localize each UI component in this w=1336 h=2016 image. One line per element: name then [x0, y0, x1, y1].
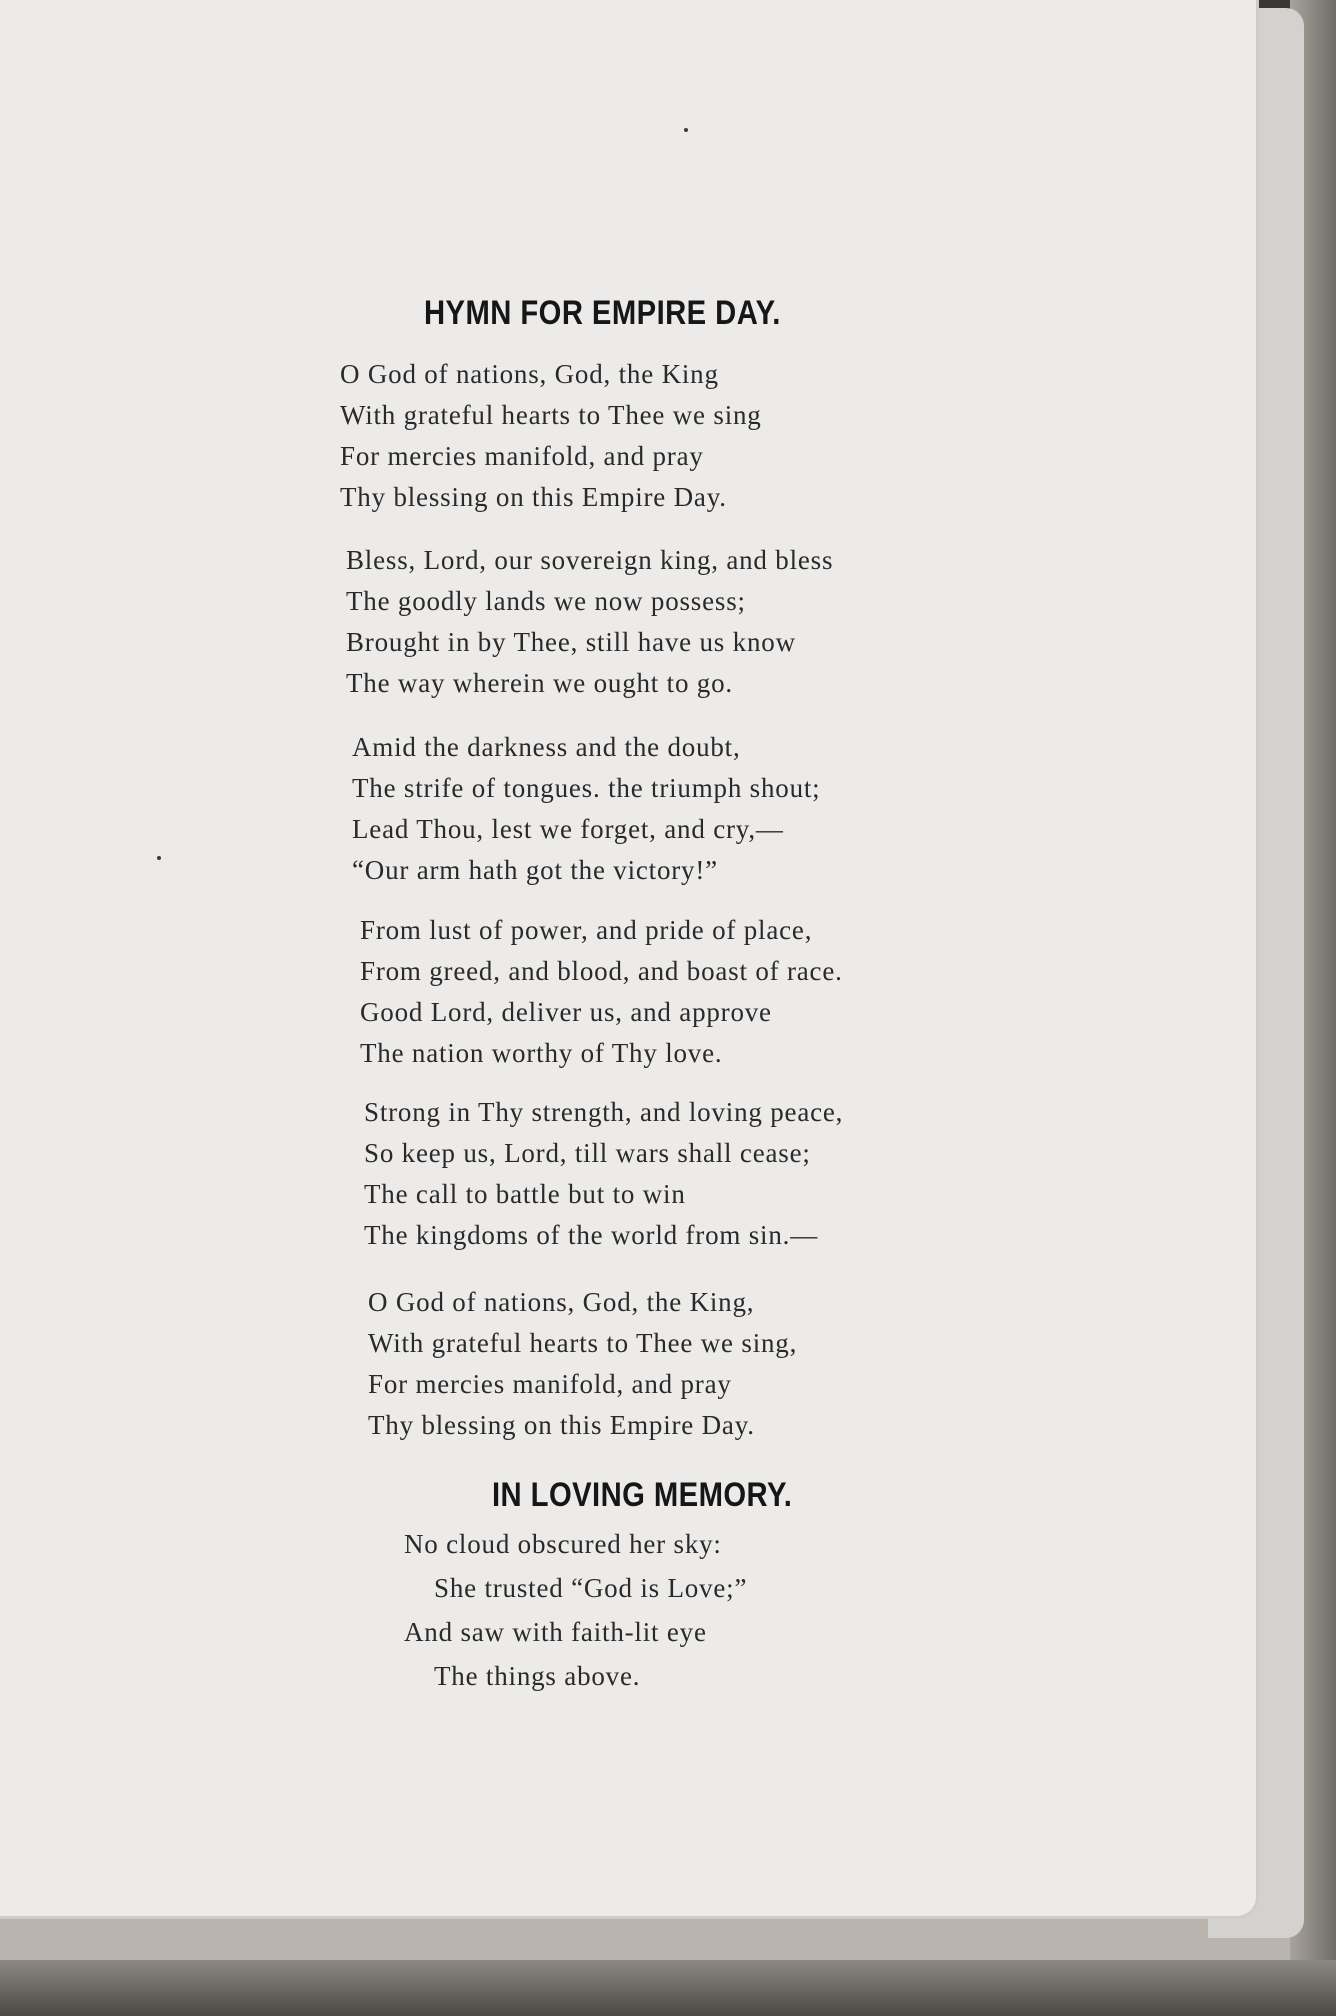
verse-line: The goodly lands we now possess; [346, 586, 746, 616]
verse-line: No cloud obscured her sky: [404, 1529, 722, 1559]
verse-line: The nation worthy of Thy love. [360, 1038, 723, 1068]
verse-line: The things above. [434, 1661, 641, 1691]
hymn-stanza-3 [352, 727, 820, 891]
verse-line: Bless, Lord, our sovereign king, and bless [346, 545, 834, 575]
verse-line: The strife of tongues. the triumph shout; [352, 773, 821, 803]
verse-line: She trusted “God is Love;” [434, 1573, 748, 1603]
hymn-stanza-4 [360, 910, 843, 1074]
hymn-stanza-6 [368, 1282, 797, 1446]
verse-line: O God of nations, God, the King, [368, 1287, 755, 1317]
hymn-stanza-2 [346, 540, 833, 704]
verse-line: The way wherein we ought to go. [346, 668, 733, 698]
memory-verse [404, 1522, 747, 1698]
verse-line: The call to battle but to win [364, 1179, 686, 1209]
hymn-stanza-1 [340, 354, 762, 518]
verse-line: Lead Thou, lest we forget, and cry,— [352, 814, 784, 844]
print-speck [157, 856, 161, 860]
verse-line: And saw with faith-lit eye [404, 1617, 707, 1647]
print-speck [684, 128, 688, 132]
hymn-title: HYMN FOR EMPIRE DAY. [424, 294, 781, 332]
verse-line: Amid the darkness and the doubt, [352, 732, 741, 762]
verse-line: Thy blessing on this Empire Day. [368, 1410, 755, 1440]
verse-line: So keep us, Lord, till wars shall cease; [364, 1138, 811, 1168]
memory-title: IN LOVING MEMORY. [492, 1476, 793, 1514]
verse-line: Strong in Thy strength, and loving peace, [364, 1097, 844, 1127]
verse-line: For mercies manifold, and pray [340, 441, 704, 471]
hymn-stanza-5 [364, 1092, 843, 1256]
verse-line: With grateful hearts to Thee we sing [340, 400, 762, 430]
verse-line: With grateful hearts to Thee we sing, [368, 1328, 798, 1358]
verse-line: Brought in by Thee, still have us know [346, 627, 796, 657]
verse-line: Thy blessing on this Empire Day. [340, 482, 727, 512]
verse-line: Good Lord, deliver us, and approve [360, 997, 772, 1027]
scan-background-bottom [0, 1960, 1336, 2016]
verse-line: The kingdoms of the world from sin.— [364, 1220, 818, 1250]
verse-line: From lust of power, and pride of place, [360, 915, 813, 945]
verse-line: For mercies manifold, and pray [368, 1369, 732, 1399]
verse-line: O God of nations, God, the King [340, 359, 719, 389]
verse-line: From greed, and blood, and boast of race. [360, 956, 843, 986]
verse-line: “Our arm hath got the victory!” [352, 855, 718, 885]
